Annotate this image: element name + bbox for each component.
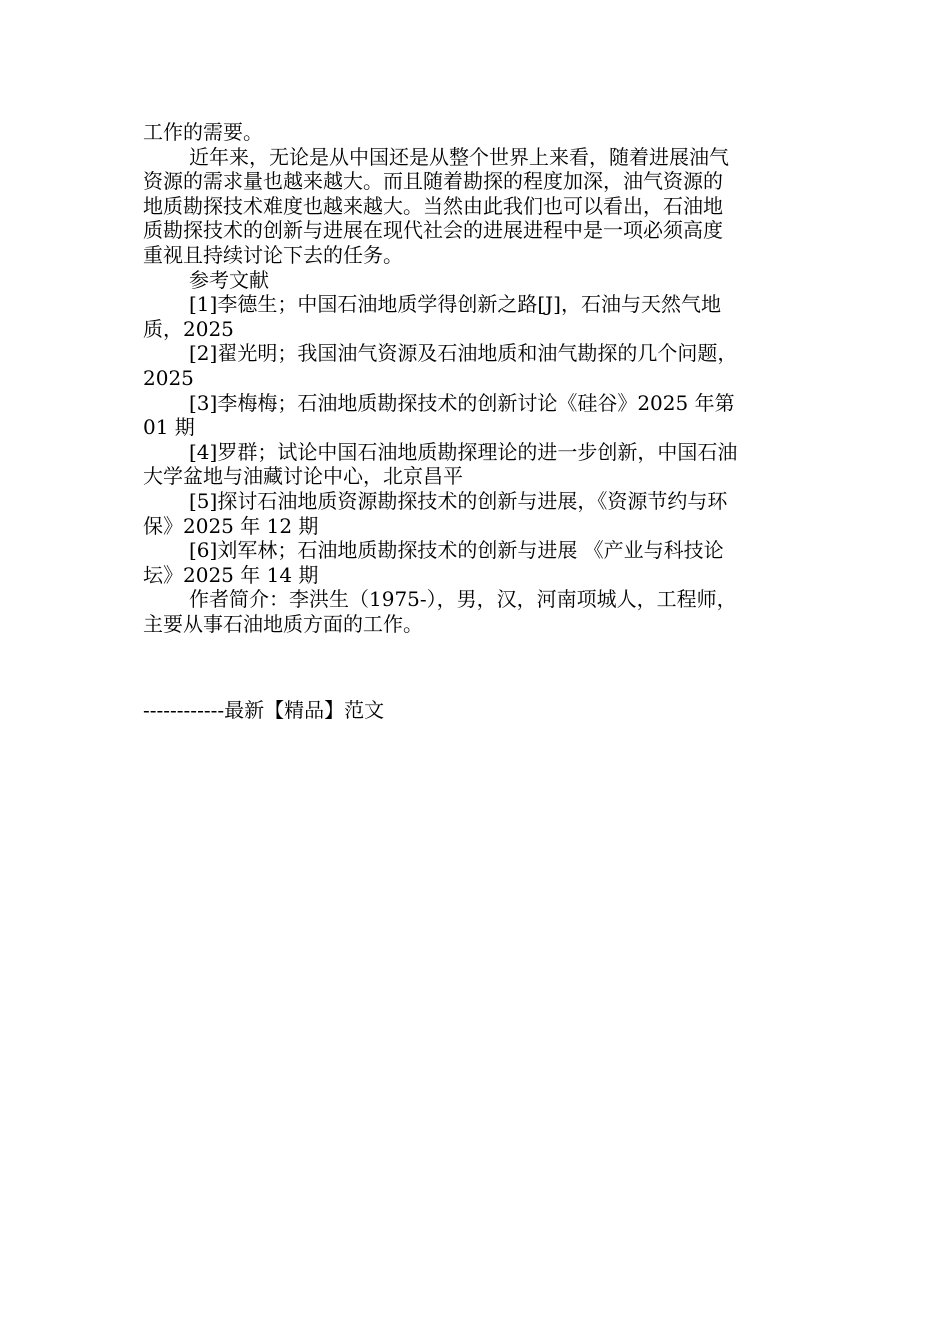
reference-line: [3]李梅梅；石油地质勘探技术的创新讨论《硅谷》2025 年第 <box>189 390 735 415</box>
reference-line: 2025 <box>143 365 194 390</box>
reference-line: 坛》2025 年 14 期 <box>143 562 319 587</box>
reference-line: [4]罗群；试论中国石油地质勘探理论的进一步创新，中国石油 <box>189 439 738 464</box>
reference-line: [2]翟光明；我国油气资源及石油地质和油气勘探的几个问题， <box>189 341 738 366</box>
author-bio-line: 作者简介：李洪生（1975-），男，汉，河南项城人，工程师， <box>189 587 737 612</box>
body-line: 资源的需求量也越来越大。而且随着勘探的程度加深，油气资源的 <box>143 169 723 194</box>
reference-line: 保》2025 年 12 期 <box>143 513 319 538</box>
references-heading: 参考文献 <box>189 267 269 292</box>
reference-line: 质，2025 <box>143 316 234 341</box>
author-bio-line: 主要从事石油地质方面的工作。 <box>143 611 423 636</box>
body-line: 工作的需要。 <box>143 120 263 144</box>
document-body <box>143 120 805 636</box>
footer-tagline: ------------最新【精品】范文 <box>143 698 385 722</box>
body-line: 近年来，无论是从中国还是从整个世界上来看，随着进展油气 <box>189 144 729 169</box>
body-line: 重视且持续讨论下去的任务。 <box>143 242 403 267</box>
body-line: 质勘探技术的创新与进展在现代社会的进展进程中是一项必须高度 <box>143 218 723 243</box>
reference-line: 01 期 <box>143 415 195 440</box>
body-line: 地质勘探技术难度也越来越大。当然由此我们也可以看出，石油地 <box>143 193 723 218</box>
reference-line: [6]刘军林；石油地质勘探技术的创新与进展 《产业与科技论 <box>189 538 724 563</box>
reference-line: [5]探讨石油地质资源勘探技术的创新与进展，《资源节约与环 <box>189 488 728 513</box>
reference-line: [1]李德生；中国石油地质学得创新之路[J]，石油与天然气地 <box>189 292 721 317</box>
reference-line: 大学盆地与油藏讨论中心，北京昌平 <box>143 464 463 489</box>
